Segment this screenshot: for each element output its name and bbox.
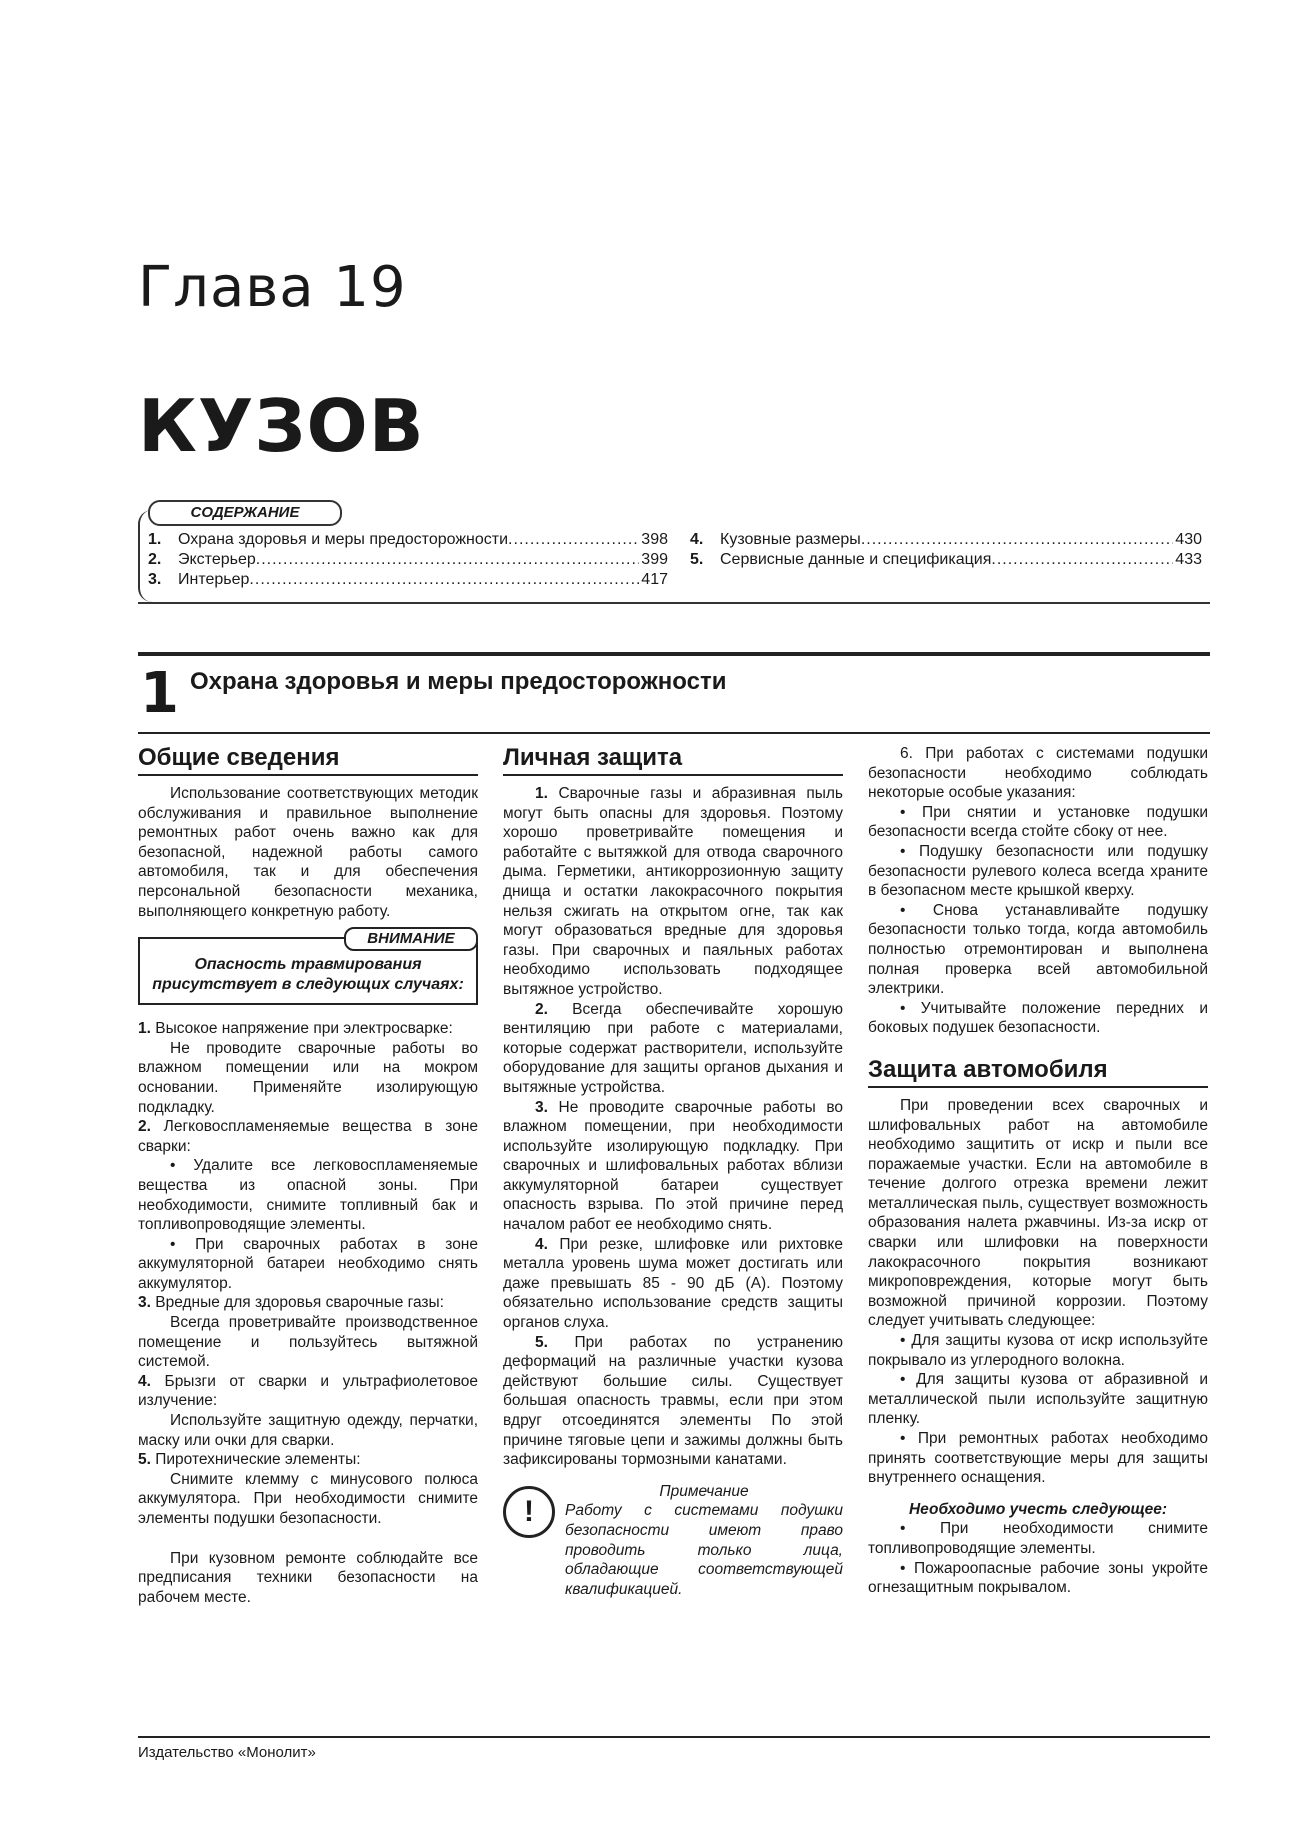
footer-rule xyxy=(138,1736,1210,1738)
list-item xyxy=(138,1019,478,1039)
heading-vehicle-protection: Защита автомобиля xyxy=(868,1056,1208,1088)
toc-entry[interactable] xyxy=(690,550,1202,570)
list-item xyxy=(503,1098,843,1235)
list-item xyxy=(503,1235,843,1333)
paragraph: При кузовном ремонте соблюдайте все предписания техники безопасности на рабочем месте. xyxy=(138,1549,478,1606)
bullet-item: • Для защиты кузова от искр используйте покрывало из углеродного волокна. xyxy=(868,1332,1208,1369)
subheading: Необходимо учесть следующее: xyxy=(908,1500,1168,1518)
toc-entry-title: Сервисные данные и спецификация xyxy=(720,551,992,568)
list-item xyxy=(138,1450,478,1470)
list-item: Используйте защитную одежду, перчатки, маску или очки для сварки. xyxy=(138,1412,478,1449)
column-vehicle-protection xyxy=(868,744,1208,1598)
toc-label: СОДЕРЖАНИЕ xyxy=(148,500,342,526)
list-item xyxy=(503,1333,843,1470)
toc-leader xyxy=(508,530,639,550)
bullet-item: • Для защиты кузова от абразивной и металлической пыли используйте защитную пленку. xyxy=(868,1371,1208,1428)
bullet-item: • При необходимости снимите топливопроводящие элементы. xyxy=(868,1520,1208,1557)
item-number: 1. xyxy=(138,1020,151,1038)
bullet-item: • При снятии и установке подушки безопасности всегда стойте сбоку от нее. xyxy=(868,803,1208,841)
column-general-info xyxy=(138,744,478,1607)
section-rule xyxy=(138,652,1210,656)
toc-entry[interactable] xyxy=(690,530,1202,550)
list-item xyxy=(138,1372,478,1411)
bullet-item: • Снова устанавливайте подушку безопасности только тогда, когда автомобиль полностью отремонтирован и выполнена полная проверка всей автомобильной электрики. xyxy=(868,901,1208,998)
toc-left-column xyxy=(148,530,668,590)
list-item: 6. При работах с системами подушки безопасности необходимо соблюдать некоторые особые указания: xyxy=(868,745,1208,802)
list-item xyxy=(503,784,843,1000)
item-text: При резке, шлифовке или рихтовке металла уровень шума может достигать или даже превышать 85 - 90 дБ (А). Поэтому обязательно использование средств защиты органов слуха. xyxy=(503,1235,843,1332)
toc-entry-page: 417 xyxy=(641,571,668,588)
toc-entry-title: Экстерьер xyxy=(178,551,256,568)
item-number: 4. xyxy=(138,1372,151,1390)
item-number: 5. xyxy=(535,1333,548,1351)
toc-entry[interactable] xyxy=(148,570,668,590)
paragraph: Использование соответствующих методик обслуживания и правильное выполнение ремонтных работ очень важно как для безопасной, надежной работы самого автомобиля, так и для обеспечения персональной безопасности механика, выполняющего конкретную работу. xyxy=(138,785,478,920)
warning-box xyxy=(138,930,478,1005)
list-item xyxy=(503,1000,843,1098)
list-item: • При сварочных работах в зоне аккумуляторной батареи необходимо снять аккумулятор. xyxy=(138,1235,478,1292)
toc-entry-title: Кузовные размеры xyxy=(720,531,861,548)
toc-entry[interactable] xyxy=(148,550,668,570)
list-item: Всегда проветривайте производственное помещение и пользуйтесь вытяжной системой. xyxy=(138,1314,478,1371)
heading-general-info: Общие сведения xyxy=(138,744,478,776)
toc-leader xyxy=(256,550,640,570)
toc-entry-number: 4. xyxy=(690,531,704,548)
toc-entry-page: 399 xyxy=(641,551,668,568)
item-text: Всегда обеспечивайте хорошую вентиляцию при работе с материалами, которые содержат растворители, используйте оборудование для защиты органов дыхания и вытяжные устройства. xyxy=(503,1000,843,1096)
item-text: Брызги от сварки и ультрафиолетовое излучение: xyxy=(138,1372,479,1410)
item-text: Сварочные газы и абразивная пыль могут быть опасны для здоровья. Поэтому хорошо проветривайте помещения и работайте с вытяжкой для отвода сварочного дыма. Герметики, антикоррозионную защиту днища и остатки лакокрасочного покрытия нельзя сжигать на открытом огне, так как могут образоваться вредные для здоровья газы. При сварочных и паяльных работах необходимо использовать подходящее вытяжное устройство. xyxy=(503,785,844,998)
bullet-item: • Учитывайте положение передних и боковых подушек безопасности. xyxy=(868,999,1208,1037)
toc-entry-page: 398 xyxy=(641,531,668,548)
toc-entry-number: 3. xyxy=(148,571,162,588)
warning-label: ВНИМАНИЕ xyxy=(344,927,478,951)
table-of-contents xyxy=(138,504,1210,604)
toc-leader xyxy=(991,550,1173,570)
note-text: Работу с системами подушки безопасности имеют право проводить только лица, обладающие соответствующей квалификацией. xyxy=(565,1502,843,1598)
section-number: 1 xyxy=(140,661,179,726)
item-text: Пиротехнические элементы: xyxy=(155,1451,361,1469)
item-text: Вредные для здоровья сварочные газы: xyxy=(155,1294,444,1312)
toc-entry-page: 430 xyxy=(1175,531,1202,548)
note-box xyxy=(503,1482,843,1600)
paragraph: При проведении всех сварочных и шлифовальных работ на автомобиле необходимо защитить от искр и пыли все поражаемые участки. Если на автомобиле в течение долгого отрезка времени лежит металлическая пыль, существует возможность образования налета ржавчины. Из-за искр от сварки или шлифовки на поверхности лакокрасочного покрытия возникают микроповреждения, которые могут быть возможной причиной коррозии. Поэтому следует учитывать следующее: xyxy=(868,1096,1208,1330)
section-title: Охрана здоровья и меры предосторожности xyxy=(190,668,727,695)
chapter-label: Глава 19 xyxy=(138,255,407,320)
section-divider xyxy=(138,732,1210,734)
toc-right-column xyxy=(690,530,1202,570)
heading-personal-protection: Личная защита xyxy=(503,744,843,776)
toc-entry-page: 433 xyxy=(1175,551,1202,568)
note-heading: Примечание xyxy=(659,1482,749,1500)
toc-entry[interactable] xyxy=(148,530,668,550)
item-text: Легковоспламеняемые вещества в зоне сварки: xyxy=(138,1118,478,1155)
exclamation-icon: ! xyxy=(503,1486,555,1538)
item-number: 4. xyxy=(535,1235,548,1253)
item-text: Не проводите сварочные работы во влажном помещении, при необходимости используйте изолирующую подкладку. При сварочных и шлифовальных работах вблизи аккумуляторной батареи существует опасность взрыва. По этой причине перед началом работ ее необходимо снять. xyxy=(503,1098,844,1234)
bullet-item: • Подушку безопасности или подушку безопасности рулевого колеса всегда храните в безопасном месте крышкой кверху. xyxy=(868,842,1208,900)
item-number: 3. xyxy=(138,1294,151,1312)
toc-leader xyxy=(861,530,1173,550)
bullet-item: • Пожароопасные рабочие зоны укройте огнезащитным покрывалом. xyxy=(868,1559,1208,1597)
item-number: 1. xyxy=(535,785,548,802)
list-item xyxy=(138,1117,478,1156)
item-text: При работах по устранению деформаций на различные участки кузова действуют большие силы. Существует большая опасность травмы, если при этом вдруг отсоединятся элементы По этой причине тяговые цепи и зажимы должны быть зафиксированы тормозными канатами. xyxy=(503,1333,843,1469)
list-item xyxy=(138,1293,478,1313)
item-number: 3. xyxy=(535,1098,548,1116)
toc-entry-number: 1. xyxy=(148,531,162,548)
publisher-footer: Издательство «Монолит» xyxy=(138,1744,316,1761)
bullet-item: • При ремонтных работах необходимо принять соответствующие меры для защиты внутреннего оснащения. xyxy=(868,1430,1208,1487)
toc-entry-number: 5. xyxy=(690,551,704,568)
item-number: 5. xyxy=(138,1451,151,1469)
warning-text: Опасность травмирования присутствует в следующих случаях: xyxy=(152,956,464,994)
toc-entry-number: 2. xyxy=(148,551,162,568)
item-number: 2. xyxy=(138,1118,151,1136)
list-item: Не проводите сварочные работы во влажном помещении или на мокром основании. Применяйте изолирующую подкладку. xyxy=(138,1039,478,1116)
toc-entry-title: Интерьер xyxy=(178,571,250,588)
item-number: 2. xyxy=(535,1000,548,1018)
toc-entry-title: Охрана здоровья и меры предосторожности xyxy=(178,531,509,548)
list-item: • Удалите все легковоспламеняемые вещества из опасной зоны. При необходимости, снимите топливный бак и топливопроводящие элементы. xyxy=(138,1157,478,1234)
item-text: Высокое напряжение при электросварке: xyxy=(155,1020,453,1038)
chapter-title: КУЗОВ xyxy=(138,384,425,468)
list-item: Снимите клемму с минусового полюса аккумулятора. При необходимости снимите элементы подушки безопасности. xyxy=(138,1470,478,1527)
toc-leader xyxy=(249,570,639,590)
column-personal-protection xyxy=(503,744,843,1599)
